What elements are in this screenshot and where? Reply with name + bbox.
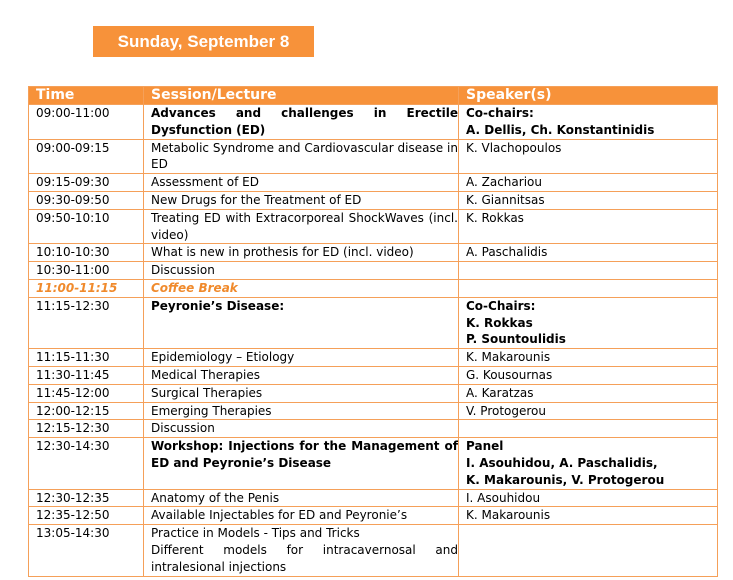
schedule-body xyxy=(29,105,718,577)
session-cell: Medical Therapies xyxy=(144,366,459,384)
time-cell: 09:00-11:00 xyxy=(29,105,144,140)
header-session: Session/Lecture xyxy=(144,87,459,105)
time-cell: 12:00-12:15 xyxy=(29,402,144,420)
speaker-cell xyxy=(459,209,718,244)
speaker-line: I. Asouhidou, A. Paschalidis, xyxy=(466,455,658,470)
session-cell: Emerging Therapies xyxy=(144,402,459,420)
time-cell: 12:35-12:50 xyxy=(29,507,144,525)
speaker-line: K. Vlachopoulos xyxy=(466,140,562,155)
speaker-line: A. Zachariou xyxy=(466,175,542,190)
speaker-cell xyxy=(459,402,718,420)
speaker-line: K. Rokkas xyxy=(466,210,524,225)
table-row xyxy=(29,191,718,209)
session-cell xyxy=(144,525,459,576)
time-cell: 11:15-12:30 xyxy=(29,297,144,348)
speaker-line: Panel xyxy=(466,439,504,454)
speaker-line: K. Makarounis xyxy=(466,508,551,523)
session-cell: Epidemiology – Etiology xyxy=(144,349,459,367)
table-row xyxy=(29,105,718,140)
session-cell: Available Injectables for ED and Peyronie’s xyxy=(144,507,459,525)
time-cell: 09:15-09:30 xyxy=(29,174,144,192)
speaker-line: K. Rokkas xyxy=(466,315,533,330)
time-cell: 10:10-10:30 xyxy=(29,244,144,262)
speaker-cell xyxy=(459,420,718,438)
speaker-line: A. Paschalidis xyxy=(466,245,548,260)
session-cell: Discussion xyxy=(144,262,459,280)
table-row xyxy=(29,209,718,244)
day-title-banner: Sunday, September 8 xyxy=(93,26,314,57)
speaker-cell xyxy=(459,297,718,348)
time-cell: 11:30-11:45 xyxy=(29,366,144,384)
speaker-line: K. Giannitsas xyxy=(466,192,545,207)
session-cell: Anatomy of the Penis xyxy=(144,489,459,507)
time-cell: 11:45-12:00 xyxy=(29,384,144,402)
speaker-cell xyxy=(459,349,718,367)
speaker-cell xyxy=(459,262,718,280)
session-cell: Discussion xyxy=(144,420,459,438)
table-row xyxy=(29,525,718,576)
table-row xyxy=(29,420,718,438)
table-row xyxy=(29,438,718,489)
time-cell: 11:15-11:30 xyxy=(29,349,144,367)
session-cell: Treating ED with Extracorporeal ShockWaves (incl. video) xyxy=(144,209,459,244)
session-cell: What is new in prothesis for ED (incl. video) xyxy=(144,244,459,262)
speaker-line: V. Protogerou xyxy=(466,403,546,418)
session-cell: Coffee Break xyxy=(144,279,459,297)
schedule-table xyxy=(28,86,718,577)
time-cell: 12:30-14:30 xyxy=(29,438,144,489)
speaker-line: G. Kousournas xyxy=(466,367,553,382)
session-cell: Metabolic Syndrome and Cardiovascular disease in ED xyxy=(144,139,459,174)
header-time: Time xyxy=(29,87,144,105)
speaker-cell xyxy=(459,139,718,174)
speaker-cell xyxy=(459,438,718,489)
speaker-cell xyxy=(459,507,718,525)
time-cell: 09:30-09:50 xyxy=(29,191,144,209)
speaker-line: Co-Chairs: xyxy=(466,298,536,313)
session-cell: Assessment of ED xyxy=(144,174,459,192)
session-line: Practice in Models - Tips and Tricks xyxy=(151,526,360,541)
table-row xyxy=(29,174,718,192)
table-row xyxy=(29,297,718,348)
speaker-line: A. Karatzas xyxy=(466,385,534,400)
time-cell: 10:30-11:00 xyxy=(29,262,144,280)
speaker-cell xyxy=(459,279,718,297)
speaker-cell xyxy=(459,489,718,507)
session-cell: Workshop: Injections for the Management of ED and Peyronie’s Disease xyxy=(144,438,459,489)
table-row xyxy=(29,507,718,525)
speaker-line: I. Asouhidou xyxy=(466,490,541,505)
session-cell: New Drugs for the Treatment of ED xyxy=(144,191,459,209)
speaker-cell xyxy=(459,525,718,576)
speaker-line: A. Dellis, Ch. Konstantinidis xyxy=(466,122,655,137)
speaker-cell xyxy=(459,191,718,209)
time-cell: 12:30-12:35 xyxy=(29,489,144,507)
session-line: Different models for intracavernosal and intralesional injections xyxy=(151,542,458,574)
table-row xyxy=(29,384,718,402)
header-speaker: Speaker(s) xyxy=(459,87,718,105)
session-cell: Advances and challenges in Erectile Dysfunction (ED) xyxy=(144,105,459,140)
speaker-line: K. Makarounis, V. Protogerou xyxy=(466,472,665,487)
table-row xyxy=(29,489,718,507)
session-cell: Peyronie’s Disease: xyxy=(144,297,459,348)
table-row xyxy=(29,402,718,420)
table-row xyxy=(29,349,718,367)
table-row xyxy=(29,262,718,280)
speaker-line: K. Makarounis xyxy=(466,350,551,365)
time-cell: 13:05-14:30 xyxy=(29,525,144,576)
table-row xyxy=(29,139,718,174)
time-cell: 09:50-10:10 xyxy=(29,209,144,244)
speaker-line: P. Sountoulidis xyxy=(466,332,566,347)
speaker-cell xyxy=(459,174,718,192)
coffee-break-row xyxy=(29,279,718,297)
table-header-row xyxy=(29,87,718,105)
speaker-cell xyxy=(459,244,718,262)
speaker-cell xyxy=(459,105,718,140)
time-cell: 12:15-12:30 xyxy=(29,420,144,438)
speaker-line: Co-chairs: xyxy=(466,106,534,120)
speaker-cell xyxy=(459,384,718,402)
table-row xyxy=(29,244,718,262)
time-cell: 11:00-11:15 xyxy=(29,279,144,297)
time-cell: 09:00-09:15 xyxy=(29,139,144,174)
table-row xyxy=(29,366,718,384)
session-cell: Surgical Therapies xyxy=(144,384,459,402)
speaker-cell xyxy=(459,366,718,384)
